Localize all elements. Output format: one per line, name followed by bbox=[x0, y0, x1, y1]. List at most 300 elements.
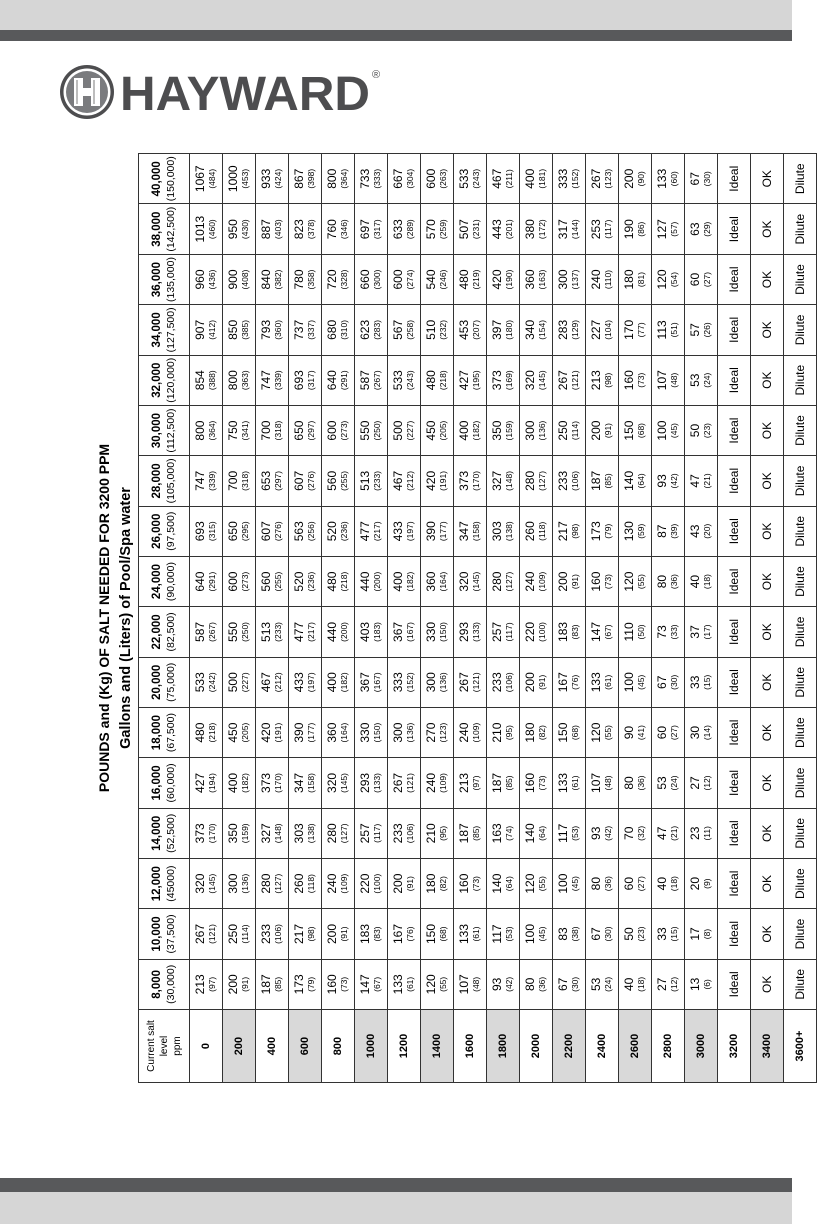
pounds-value: 150 bbox=[424, 923, 438, 944]
salt-cell bbox=[652, 858, 685, 908]
salt-cell bbox=[454, 758, 487, 808]
gallons-label: 8,000 bbox=[151, 969, 163, 999]
pounds-value: 467 bbox=[259, 672, 273, 693]
kg-value: (60) bbox=[669, 171, 679, 187]
salt-cell bbox=[784, 254, 817, 304]
pounds-value: 300 bbox=[523, 420, 537, 441]
pounds-value: 200 bbox=[589, 420, 603, 441]
salt-cell bbox=[520, 959, 553, 1009]
pounds-value: 200 bbox=[523, 672, 537, 693]
kg-value: (182) bbox=[240, 773, 250, 793]
pounds-value: 233 bbox=[259, 923, 273, 944]
kg-value: (85) bbox=[471, 825, 481, 841]
pounds-value: 420 bbox=[259, 722, 273, 743]
table-row bbox=[586, 154, 619, 1083]
pounds-value: 587 bbox=[193, 621, 207, 642]
pounds-value: 390 bbox=[424, 521, 438, 542]
pounds-value: 600 bbox=[325, 420, 339, 441]
kg-value: (8) bbox=[702, 928, 712, 940]
salt-cell bbox=[223, 355, 256, 405]
salt-cell bbox=[355, 758, 388, 808]
salt-cell bbox=[421, 405, 454, 455]
pounds-value: 133 bbox=[457, 923, 471, 944]
salt-cell bbox=[421, 858, 454, 908]
ppm-cell: 2400 bbox=[586, 1010, 619, 1083]
chart-title: POUNDS and (Kg) OF SALT NEEDED FOR 3200 PPM bbox=[96, 443, 112, 793]
pounds-value: 800 bbox=[226, 370, 240, 391]
kg-value: (133) bbox=[372, 773, 382, 793]
pounds-value: 1013 bbox=[193, 215, 207, 243]
salt-cell bbox=[421, 204, 454, 254]
pounds-value: 700 bbox=[226, 470, 240, 491]
kg-value: (86) bbox=[636, 221, 646, 237]
salt-cell bbox=[685, 355, 718, 405]
pounds-value: 120 bbox=[655, 269, 669, 290]
salt-cell bbox=[322, 154, 355, 205]
salt-cell bbox=[256, 959, 289, 1009]
pounds-value: 693 bbox=[193, 521, 207, 542]
kg-value: (295) bbox=[240, 521, 250, 542]
salt-cell bbox=[487, 506, 520, 556]
salt-cell bbox=[454, 254, 487, 304]
pounds-value: Dilute bbox=[792, 163, 807, 195]
kg-value: (106) bbox=[405, 823, 415, 844]
kg-value: (53) bbox=[570, 825, 580, 841]
liters-label: (90,000) bbox=[165, 562, 177, 602]
salt-cell bbox=[718, 607, 751, 657]
salt-cell bbox=[421, 154, 454, 205]
pounds-value: 477 bbox=[292, 621, 306, 642]
pounds-value: 500 bbox=[226, 672, 240, 693]
liters-label: (150,000) bbox=[165, 156, 177, 202]
salt-cell bbox=[619, 355, 652, 405]
kg-value: (172) bbox=[537, 219, 547, 240]
pounds-value: 443 bbox=[490, 219, 504, 240]
column-header bbox=[139, 204, 190, 254]
kg-value: (408) bbox=[240, 269, 250, 290]
salt-cell bbox=[487, 707, 520, 757]
kg-value: (233) bbox=[372, 470, 382, 491]
salt-cell bbox=[355, 254, 388, 304]
gallons-label: 18,000 bbox=[151, 715, 163, 751]
kg-value: (453) bbox=[240, 168, 250, 189]
salt-cell bbox=[289, 808, 322, 858]
kg-value: (300) bbox=[372, 269, 382, 290]
pounds-value: 260 bbox=[523, 521, 537, 542]
kg-value: (256) bbox=[306, 521, 316, 542]
salt-cell bbox=[751, 204, 784, 254]
salt-cell bbox=[784, 959, 817, 1009]
ppm-cell: 200 bbox=[223, 1010, 256, 1083]
pounds-value: 533 bbox=[391, 370, 405, 391]
kg-value: (144) bbox=[570, 219, 580, 240]
kg-value: (91) bbox=[537, 674, 547, 690]
liters-label: (45000) bbox=[165, 865, 177, 902]
gallons-label: 24,000 bbox=[151, 563, 163, 600]
kg-value: (273) bbox=[240, 571, 250, 592]
kg-value: (197) bbox=[306, 672, 316, 693]
pounds-value: OK bbox=[759, 220, 774, 238]
salt-cell bbox=[223, 707, 256, 757]
kg-value: (259) bbox=[438, 219, 448, 240]
kg-value: (59) bbox=[636, 523, 646, 539]
kg-value: (73) bbox=[471, 876, 481, 892]
salt-cell bbox=[355, 305, 388, 355]
table-row bbox=[619, 154, 652, 1083]
salt-cell bbox=[553, 254, 586, 304]
salt-cell bbox=[685, 909, 718, 959]
pounds-value: OK bbox=[759, 673, 774, 691]
salt-cell bbox=[289, 959, 322, 1009]
salt-cell bbox=[454, 607, 487, 657]
salt-cell bbox=[586, 657, 619, 707]
kg-value: (24) bbox=[702, 372, 712, 388]
salt-cell bbox=[289, 405, 322, 455]
pounds-value: 73 bbox=[655, 625, 669, 639]
pounds-value: 640 bbox=[193, 571, 207, 592]
pounds-value: 250 bbox=[556, 420, 570, 441]
kg-value: (315) bbox=[207, 521, 217, 542]
pounds-value: Dilute bbox=[792, 968, 807, 1000]
kg-value: (45) bbox=[570, 876, 580, 892]
pounds-value: 47 bbox=[655, 826, 669, 840]
top-band-dark bbox=[0, 30, 792, 41]
pounds-value: 160 bbox=[622, 370, 636, 391]
pounds-value: 23 bbox=[688, 826, 702, 840]
salt-cell bbox=[718, 959, 751, 1009]
pounds-value: 300 bbox=[424, 672, 438, 693]
ppm-cell: 3000 bbox=[685, 1010, 718, 1083]
kg-value: (18) bbox=[669, 876, 679, 892]
kg-value: (109) bbox=[438, 773, 448, 793]
pounds-value: 20 bbox=[688, 876, 702, 891]
kg-value: (200) bbox=[372, 571, 382, 592]
pounds-value: OK bbox=[759, 572, 774, 591]
column-header bbox=[139, 707, 190, 757]
kg-value: (219) bbox=[471, 269, 481, 290]
kg-value: (32) bbox=[636, 825, 646, 841]
pounds-value: 533 bbox=[457, 168, 471, 189]
pounds-value: 260 bbox=[292, 873, 306, 894]
kg-value: (127) bbox=[273, 873, 283, 894]
kg-value: (30) bbox=[603, 926, 613, 942]
pounds-value: 267 bbox=[556, 370, 570, 391]
pounds-value: 160 bbox=[523, 772, 537, 793]
salt-cell bbox=[553, 355, 586, 405]
kg-value: (106) bbox=[504, 672, 514, 693]
kg-value: (136) bbox=[405, 722, 415, 743]
salt-cell bbox=[586, 305, 619, 355]
pounds-value: 160 bbox=[457, 873, 471, 894]
salt-cell bbox=[718, 204, 751, 254]
salt-cell bbox=[553, 556, 586, 606]
kg-value: (246) bbox=[438, 269, 448, 290]
kg-value: (12) bbox=[669, 976, 679, 992]
kg-value: (26) bbox=[702, 322, 712, 338]
kg-value: (138) bbox=[504, 521, 514, 542]
pounds-value: OK bbox=[759, 874, 774, 893]
salt-cell bbox=[718, 154, 751, 205]
kg-value: (167) bbox=[372, 672, 382, 693]
salt-cell bbox=[784, 657, 817, 707]
kg-value: (191) bbox=[273, 722, 283, 743]
salt-cell bbox=[190, 858, 223, 908]
salt-cell bbox=[520, 456, 553, 506]
ppm-cell: 2000 bbox=[520, 1010, 553, 1083]
gallons-label: 38,000 bbox=[151, 211, 163, 247]
pounds-value: Ideal bbox=[726, 618, 741, 645]
table-row bbox=[322, 154, 355, 1083]
salt-cell bbox=[223, 909, 256, 959]
pounds-value: 43 bbox=[688, 524, 702, 538]
pounds-value: Dilute bbox=[792, 364, 807, 396]
salt-cell bbox=[751, 456, 784, 506]
pounds-value: 47 bbox=[688, 474, 702, 488]
pounds-value: 367 bbox=[358, 672, 372, 693]
pounds-value: 53 bbox=[589, 977, 603, 992]
kg-value: (217) bbox=[372, 521, 382, 542]
kg-value: (64) bbox=[636, 473, 646, 489]
salt-cell bbox=[256, 607, 289, 657]
pounds-value: 60 bbox=[688, 272, 702, 287]
salt-cell bbox=[289, 657, 322, 707]
pounds-value: 147 bbox=[589, 621, 603, 642]
salt-cell bbox=[454, 707, 487, 757]
pounds-value: 450 bbox=[424, 420, 438, 441]
salt-cell bbox=[454, 154, 487, 205]
salt-cell bbox=[454, 556, 487, 606]
pounds-value: 360 bbox=[424, 571, 438, 592]
salt-cell bbox=[487, 556, 520, 606]
kg-value: (97) bbox=[207, 976, 217, 992]
salt-cell bbox=[751, 707, 784, 757]
pounds-value: 267 bbox=[589, 168, 603, 189]
pounds-value: 33 bbox=[688, 675, 702, 689]
kg-value: (148) bbox=[273, 823, 283, 844]
pounds-value: 163 bbox=[490, 823, 504, 844]
pounds-value: 180 bbox=[622, 269, 636, 290]
kg-value: (38) bbox=[570, 926, 580, 942]
kg-value: (109) bbox=[471, 722, 481, 743]
salt-cell bbox=[190, 405, 223, 455]
pounds-value: 93 bbox=[589, 826, 603, 840]
pounds-value: 823 bbox=[292, 219, 306, 240]
column-header bbox=[139, 858, 190, 908]
salt-cell bbox=[586, 556, 619, 606]
salt-cell bbox=[388, 254, 421, 304]
kg-value: (167) bbox=[405, 622, 415, 642]
kg-value: (317) bbox=[306, 370, 316, 391]
pounds-value: 120 bbox=[424, 974, 438, 995]
kg-value: (283) bbox=[372, 319, 382, 340]
salt-cell bbox=[421, 707, 454, 757]
kg-value: (378) bbox=[306, 219, 316, 240]
pounds-value: 257 bbox=[490, 621, 504, 642]
column-header bbox=[139, 456, 190, 506]
salt-cell bbox=[355, 506, 388, 556]
kg-value: (100) bbox=[372, 873, 382, 894]
table-row bbox=[256, 154, 289, 1083]
salt-cell bbox=[520, 808, 553, 858]
salt-cell bbox=[586, 456, 619, 506]
pounds-value: 433 bbox=[391, 521, 405, 542]
gallons-label: 26,000 bbox=[151, 513, 163, 549]
salt-cell bbox=[619, 506, 652, 556]
pounds-value: 93 bbox=[655, 474, 669, 488]
salt-cell bbox=[751, 154, 784, 205]
kg-value: (127) bbox=[504, 571, 514, 592]
liters-label: (135,000) bbox=[165, 257, 177, 302]
pounds-value: 250 bbox=[226, 923, 240, 944]
salt-cell bbox=[256, 405, 289, 455]
pounds-value: 113 bbox=[655, 320, 669, 340]
kg-value: (158) bbox=[306, 773, 316, 793]
kg-value: (36) bbox=[537, 976, 547, 992]
kg-value: (73) bbox=[603, 574, 613, 590]
kg-value: (74) bbox=[504, 825, 514, 841]
pounds-value: 513 bbox=[259, 621, 273, 642]
kg-value: (68) bbox=[636, 422, 646, 439]
liters-label: (105,000) bbox=[165, 458, 177, 504]
salt-cell bbox=[223, 808, 256, 858]
kg-value: (403) bbox=[273, 219, 283, 240]
salt-cell bbox=[685, 607, 718, 657]
pounds-value: OK bbox=[759, 522, 774, 540]
pounds-value: 320 bbox=[523, 370, 537, 391]
pounds-value: 400 bbox=[391, 571, 405, 592]
pounds-value: 607 bbox=[259, 521, 273, 542]
pounds-value: 67 bbox=[589, 927, 603, 941]
kg-value: (137) bbox=[570, 269, 580, 290]
kg-value: (100) bbox=[537, 622, 547, 642]
salt-cell bbox=[553, 305, 586, 355]
salt-cell bbox=[520, 556, 553, 606]
salt-cell bbox=[454, 204, 487, 254]
hayward-logo bbox=[58, 63, 384, 121]
kg-value: (45) bbox=[669, 422, 679, 439]
pounds-value: 267 bbox=[193, 923, 207, 944]
ppm-cell: 1400 bbox=[421, 1010, 454, 1083]
pounds-value: 720 bbox=[325, 269, 339, 290]
pounds-value: 667 bbox=[391, 168, 405, 189]
pounds-value: 697 bbox=[358, 219, 372, 240]
pounds-value: 907 bbox=[193, 319, 207, 340]
kg-value: (180) bbox=[504, 319, 514, 340]
kg-value: (30) bbox=[669, 674, 679, 690]
salt-cell bbox=[487, 254, 520, 304]
salt-cell bbox=[388, 858, 421, 908]
pounds-value: 747 bbox=[193, 470, 207, 491]
pounds-value: 480 bbox=[424, 370, 438, 391]
salt-cell bbox=[751, 405, 784, 455]
pounds-value: 200 bbox=[622, 168, 636, 189]
pounds-value: 513 bbox=[358, 470, 372, 491]
pounds-value: 253 bbox=[589, 219, 603, 240]
kg-value: (205) bbox=[240, 722, 250, 743]
kg-value: (250) bbox=[372, 420, 382, 441]
kg-value: (36) bbox=[636, 775, 646, 791]
kg-value: (263) bbox=[438, 168, 448, 189]
salt-cell bbox=[388, 355, 421, 405]
salt-cell bbox=[784, 305, 817, 355]
kg-value: (212) bbox=[273, 672, 283, 693]
pounds-value: Dilute bbox=[792, 465, 807, 497]
kg-value: (250) bbox=[240, 622, 250, 642]
gallons-label: 12,000 bbox=[151, 866, 163, 902]
kg-value: (177) bbox=[438, 521, 448, 542]
kg-value: (48) bbox=[471, 976, 481, 992]
pounds-value: 433 bbox=[292, 672, 306, 693]
kg-value: (218) bbox=[339, 571, 349, 592]
pounds-value: 240 bbox=[523, 571, 537, 592]
kg-value: (27) bbox=[636, 876, 646, 892]
kg-value: (55) bbox=[603, 725, 613, 741]
salt-cell bbox=[190, 556, 223, 606]
pounds-value: 100 bbox=[556, 873, 570, 894]
kg-value: (150) bbox=[438, 622, 448, 642]
kg-value: (95) bbox=[438, 825, 448, 841]
table-row bbox=[553, 154, 586, 1083]
pounds-value: 80 bbox=[655, 574, 669, 589]
salt-cell bbox=[619, 254, 652, 304]
kg-value: (217) bbox=[306, 622, 316, 642]
kg-value: (129) bbox=[570, 319, 580, 340]
kg-value: (61) bbox=[603, 674, 613, 690]
kg-value: (20) bbox=[702, 523, 712, 539]
salt-cell bbox=[685, 506, 718, 556]
pounds-value: 960 bbox=[193, 269, 207, 290]
salt-cell bbox=[421, 456, 454, 506]
pounds-value: 300 bbox=[556, 269, 570, 290]
pounds-value: 733 bbox=[358, 168, 372, 189]
kg-value: (109) bbox=[537, 571, 547, 592]
salt-cell bbox=[454, 355, 487, 405]
salt-cell bbox=[355, 707, 388, 757]
salt-cell bbox=[355, 204, 388, 254]
kg-value: (97) bbox=[471, 775, 481, 791]
salt-cell bbox=[256, 456, 289, 506]
pounds-value: Ideal bbox=[726, 266, 741, 293]
pounds-value: 57 bbox=[688, 323, 702, 337]
kg-value: (61) bbox=[471, 926, 481, 942]
pounds-value: 30 bbox=[688, 725, 702, 740]
column-header bbox=[139, 808, 190, 858]
salt-cell bbox=[619, 858, 652, 908]
salt-cell bbox=[388, 204, 421, 254]
pounds-value: 607 bbox=[292, 470, 306, 491]
salt-cell bbox=[256, 758, 289, 808]
pounds-value: 67 bbox=[556, 977, 570, 992]
salt-cell bbox=[718, 305, 751, 355]
salt-cell bbox=[718, 858, 751, 908]
salt-cell bbox=[619, 305, 652, 355]
salt-cell bbox=[652, 456, 685, 506]
kg-value: (14) bbox=[702, 725, 712, 741]
pounds-value: OK bbox=[759, 774, 774, 792]
liters-label: (112,500) bbox=[165, 408, 177, 453]
salt-cell bbox=[388, 405, 421, 455]
ppm-cell: 1200 bbox=[388, 1010, 421, 1083]
kg-value: (242) bbox=[207, 672, 217, 693]
salt-cell bbox=[751, 506, 784, 556]
salt-cell bbox=[586, 204, 619, 254]
salt-chart bbox=[93, 153, 807, 1083]
pounds-value: 93 bbox=[490, 977, 504, 992]
pounds-value: Ideal bbox=[726, 165, 741, 192]
kg-value: (6) bbox=[702, 979, 712, 990]
salt-cell bbox=[289, 506, 322, 556]
kg-value: (79) bbox=[603, 523, 613, 539]
